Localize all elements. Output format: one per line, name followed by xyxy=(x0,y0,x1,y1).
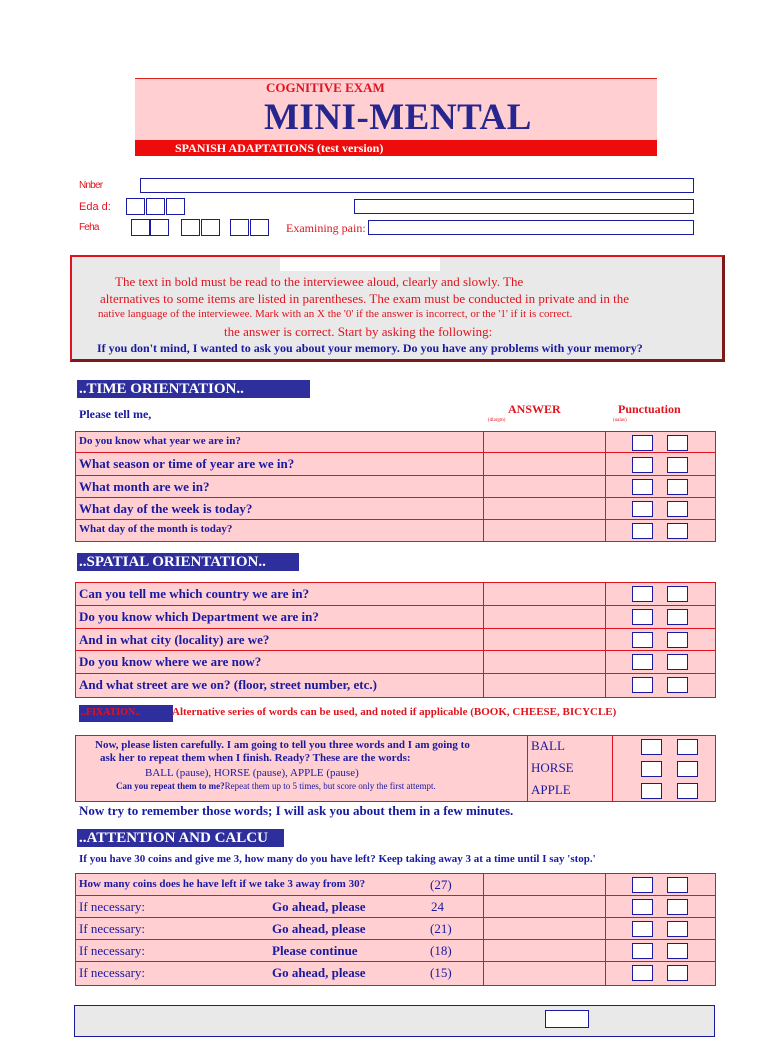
age-box-2[interactable] xyxy=(146,198,165,215)
answer-header: ANSWER xyxy=(508,402,561,416)
score-cell xyxy=(605,918,606,939)
instructions-line-4: the answer is correct. Start by asking the following: xyxy=(224,324,493,339)
answer-cell[interactable] xyxy=(483,918,484,939)
score-cell xyxy=(605,520,606,541)
age-line-field[interactable] xyxy=(354,199,694,214)
score-0-checkbox[interactable] xyxy=(632,877,653,893)
row-prompt: Go ahead, please xyxy=(272,899,366,914)
time-intro: Please tell me, xyxy=(79,407,152,421)
score-0-checkbox[interactable] xyxy=(632,609,653,625)
header-bar xyxy=(135,140,657,156)
attention-intro: If you have 30 coins and give me 3, how many do you have left? Keep taking away 3 at a time until I say 'stop.' xyxy=(79,853,596,865)
score-1-checkbox[interactable] xyxy=(667,479,688,495)
score-0-checkbox[interactable] xyxy=(632,435,653,451)
score-1-checkbox[interactable] xyxy=(667,677,688,693)
score-0-checkbox[interactable] xyxy=(632,965,653,981)
score-1-checkbox[interactable] xyxy=(667,501,688,517)
answer-cell[interactable] xyxy=(483,962,484,985)
score-1-checkbox[interactable] xyxy=(667,457,688,473)
table-row xyxy=(76,962,715,985)
expected-value: 24 xyxy=(431,899,444,914)
attention-header: ..ATTENTION AND CALCU xyxy=(77,829,284,847)
question-text: Do you know which Department we are in? xyxy=(79,609,319,624)
date-label: Feha xyxy=(79,222,99,233)
score-0-checkbox[interactable] xyxy=(632,586,653,602)
table-row xyxy=(76,498,715,520)
question-text: And in what city (locality) are we? xyxy=(79,632,270,647)
fixation-line-4-bold: Can you repeat them to me? xyxy=(116,781,225,791)
score-1-checkbox[interactable] xyxy=(667,877,688,893)
table-row xyxy=(76,651,715,674)
score-cell xyxy=(605,940,606,961)
score-0-checkbox[interactable] xyxy=(632,654,653,670)
score-cell xyxy=(605,651,606,673)
table-row xyxy=(76,453,715,476)
row-prompt: Go ahead, please xyxy=(272,921,366,936)
page-title: MINI-MENTAL xyxy=(264,97,532,138)
answer-cell[interactable] xyxy=(483,453,484,475)
next-section-box xyxy=(74,1005,715,1037)
instructions-question: If you don't mind, I wanted to ask you about your memory. Do you have any problems with your memory? xyxy=(97,341,643,355)
score-0-checkbox[interactable] xyxy=(632,677,653,693)
instructions-line-1: The text in bold must be read to the interviewee aloud, clearly and slowly. The xyxy=(115,274,524,289)
score-cell xyxy=(605,453,606,475)
age-box-1[interactable] xyxy=(126,198,145,215)
score-1-checkbox[interactable] xyxy=(667,523,688,539)
score-cell xyxy=(605,606,606,628)
table-row xyxy=(76,476,715,498)
row-prompt: Go ahead, please xyxy=(272,965,366,980)
answer-cell[interactable] xyxy=(483,520,484,541)
date-box-6[interactable] xyxy=(250,219,269,236)
expected-value: (15) xyxy=(430,965,452,980)
answer-cell[interactable] xyxy=(483,476,484,497)
fixation-divider-1 xyxy=(527,736,528,801)
score-1-checkbox[interactable] xyxy=(667,899,688,915)
row-prompt: Please continue xyxy=(272,943,358,958)
answer-cell[interactable] xyxy=(483,606,484,628)
number-label: Nnber xyxy=(79,180,103,191)
score-0-checkbox[interactable] xyxy=(632,457,653,473)
score-header: Punctuation xyxy=(618,402,681,416)
apple-score-1-checkbox[interactable] xyxy=(677,783,698,799)
word-apple: APPLE xyxy=(531,782,571,797)
row-label: If necessary: xyxy=(79,921,146,936)
header-bar-text: SPANISH ADAPTATIONS (test version) xyxy=(175,141,384,155)
age-label: Eda d: xyxy=(79,201,111,213)
score-0-checkbox[interactable] xyxy=(632,523,653,539)
date-box-1[interactable] xyxy=(131,219,150,236)
answer-cell[interactable] xyxy=(483,583,484,605)
table-row xyxy=(76,629,715,651)
score-0-checkbox[interactable] xyxy=(632,921,653,937)
age-box-3[interactable] xyxy=(166,198,185,215)
spatial-orientation-table xyxy=(75,582,716,698)
spatial-orientation-header: ..SPATIAL ORIENTATION.. xyxy=(77,553,299,571)
score-cell xyxy=(605,674,606,697)
instructions-tab xyxy=(280,257,440,271)
fixation-line-1: Now, please listen carefully. I am going to tell you three words and I am going to xyxy=(95,739,470,751)
score-0-checkbox[interactable] xyxy=(632,479,653,495)
header-subtitle: COGNITIVE EXAM xyxy=(266,80,385,95)
score-0-checkbox[interactable] xyxy=(632,943,653,959)
fixation-divider-2 xyxy=(612,736,613,801)
score-1-checkbox[interactable] xyxy=(667,654,688,670)
fixation-header: ..FIXATION.. xyxy=(79,705,173,722)
ball-score-0-checkbox[interactable] xyxy=(641,739,662,755)
fixation-line-2: ask her to repeat them when I finish. Ready? These are the words: xyxy=(100,752,411,764)
score-cell xyxy=(605,874,606,895)
question-text: What month are we in? xyxy=(79,479,210,494)
answer-cell[interactable] xyxy=(483,940,484,961)
score-0-checkbox[interactable] xyxy=(632,632,653,648)
horse-score-1-checkbox[interactable] xyxy=(677,761,698,777)
fixation-line-4-rest: Repeat them up to 5 times, but score only the first attempt. xyxy=(224,781,436,791)
score-1-checkbox[interactable] xyxy=(667,632,688,648)
row-label: If necessary: xyxy=(79,965,146,980)
date-box-2[interactable] xyxy=(150,219,169,236)
table-row xyxy=(76,674,715,697)
table-row xyxy=(76,940,715,962)
number-field[interactable] xyxy=(140,178,694,193)
fixation-line-3: BALL (pause), HORSE (pause), APPLE (pause) xyxy=(145,767,359,779)
score-cell xyxy=(605,476,606,497)
score-1-checkbox[interactable] xyxy=(667,943,688,959)
examining-field[interactable] xyxy=(368,220,694,235)
score-1-checkbox[interactable] xyxy=(667,965,688,981)
score-cell xyxy=(605,629,606,650)
apple-score-0-checkbox[interactable] xyxy=(641,783,662,799)
question-text: Do you know what year we are in? xyxy=(79,435,241,447)
question-text: What day of the week is today? xyxy=(79,501,253,516)
answer-cell[interactable] xyxy=(483,874,484,895)
table-row xyxy=(76,874,715,896)
answer-cell[interactable] xyxy=(483,651,484,673)
attention-table xyxy=(75,873,716,986)
score-cell xyxy=(605,962,606,985)
answer-cell[interactable] xyxy=(483,896,484,917)
date-box-4[interactable] xyxy=(201,219,220,236)
score-0-checkbox[interactable] xyxy=(632,501,653,517)
fixation-after: Now try to remember those words; I will ask you about them in a few minutes. xyxy=(79,803,514,818)
answer-cell[interactable] xyxy=(483,674,484,697)
row-label: If necessary: xyxy=(79,943,146,958)
answer-cell[interactable] xyxy=(483,629,484,650)
score-1-checkbox[interactable] xyxy=(667,586,688,602)
score-cell xyxy=(605,583,606,605)
word-horse: HORSE xyxy=(531,760,574,775)
table-row xyxy=(76,432,715,453)
score-1-checkbox[interactable] xyxy=(667,435,688,451)
time-orientation-table xyxy=(75,431,716,542)
next-section-input[interactable] xyxy=(545,1010,589,1028)
question-text: What day of the month is today? xyxy=(79,523,233,535)
instructions-line-3: native language of the interviewee. Mark with an X the '0' if the answer is incorrect, or the '1' if it is correct. xyxy=(98,308,573,320)
answer-subheader: (dlargm) xyxy=(488,418,506,423)
score-1-checkbox[interactable] xyxy=(667,609,688,625)
fixation-table xyxy=(75,735,716,802)
date-box-5[interactable] xyxy=(230,219,249,236)
score-cell xyxy=(605,896,606,917)
question-text: What season or time of year are we in? xyxy=(79,456,295,471)
answer-cell[interactable] xyxy=(483,498,484,519)
score-1-checkbox[interactable] xyxy=(667,921,688,937)
horse-score-0-checkbox[interactable] xyxy=(641,761,662,777)
score-cell xyxy=(605,432,606,452)
score-cell xyxy=(605,498,606,519)
expected-value: (18) xyxy=(430,943,452,958)
instructions-line-2: alternatives to some items are listed in parentheses. The exam must be conducted in private and in the xyxy=(100,291,629,306)
table-row xyxy=(76,520,715,541)
question-text: How many coins does he have left if we take 3 away from 30? xyxy=(79,878,366,890)
table-row xyxy=(76,918,715,940)
question-text: And what street are we on? (floor, street number, etc.) xyxy=(79,677,377,692)
score-0-checkbox[interactable] xyxy=(632,899,653,915)
time-orientation-header: ..TIME ORIENTATION.. xyxy=(77,380,310,398)
question-text: Do you know where we are now? xyxy=(79,654,262,669)
table-row xyxy=(76,606,715,629)
date-box-3[interactable] xyxy=(181,219,200,236)
ball-score-1-checkbox[interactable] xyxy=(677,739,698,755)
row-label: If necessary: xyxy=(79,899,146,914)
examining-label: Examining pain: xyxy=(286,221,366,235)
question-text: Can you tell me which country we are in? xyxy=(79,586,310,601)
expected-value: (27) xyxy=(430,877,452,892)
answer-cell[interactable] xyxy=(483,432,484,452)
score-subheader: (ualas) xyxy=(613,418,627,423)
table-row xyxy=(76,583,715,606)
expected-value: (21) xyxy=(430,921,452,936)
fixation-note: Alternative series of words can be used, and noted if applicable (BOOK, CHEESE, BICYCLE) xyxy=(172,706,617,718)
fixation-line-4 xyxy=(116,781,436,791)
table-row xyxy=(76,896,715,918)
word-ball: BALL xyxy=(531,738,565,753)
